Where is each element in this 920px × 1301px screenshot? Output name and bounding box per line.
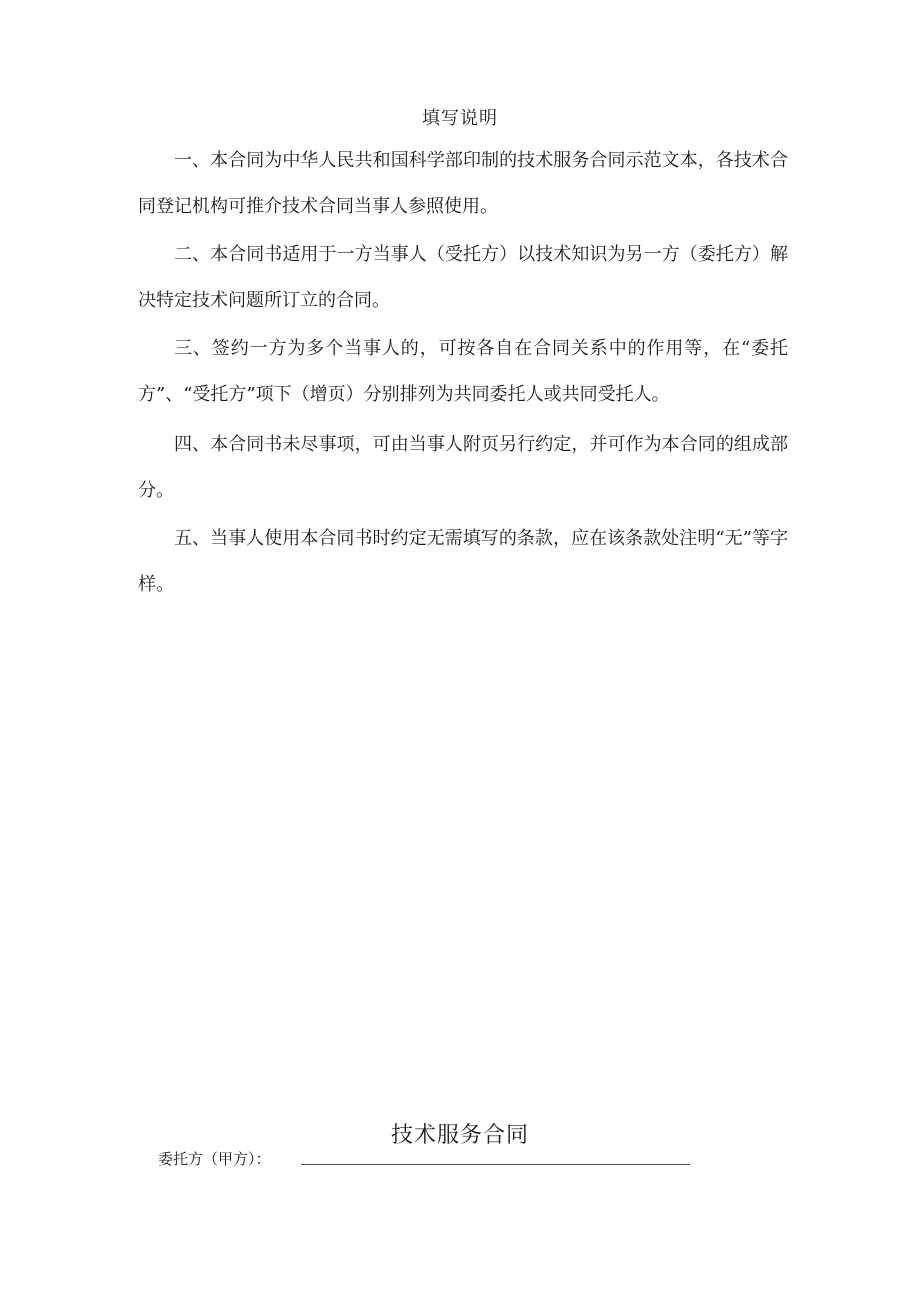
client-party-label: 委托方（甲方）： (158, 1150, 271, 1168)
instruction-item-3: 三、签约一方为多个当事人的，可按各自在合同关系中的作用等，在“委托方”、“受托方”项下（增页）分别排列为共同委托人或共同受托人。 (138, 338, 788, 405)
instruction-item-1: 一、本合同为中华人民共和国科学部印制的技术服务合同示范文本，各技术合同登记机构可推介技术合同当事人参照使用。 (138, 150, 788, 217)
instruction-item-5: 五、当事人使用本合同书时约定无需填写的条款，应在该条款处注明“无”等字样。 (138, 528, 788, 595)
client-party-fill-line[interactable] (301, 1164, 690, 1165)
instruction-item-2: 二、本合同书适用于一方当事人（受托方）以技术知识为另一方（委托方）解决特定技术问题所订立的合同。 (138, 244, 788, 311)
client-party-row (158, 1146, 698, 1170)
instructions-title: 填写说明 (422, 108, 498, 129)
instruction-item-4: 四、本合同书未尽事项，可由当事人附页另行约定，并可作为本合同的组成部分。 (138, 434, 788, 501)
contract-title: 技术服务合同 (390, 1123, 529, 1148)
